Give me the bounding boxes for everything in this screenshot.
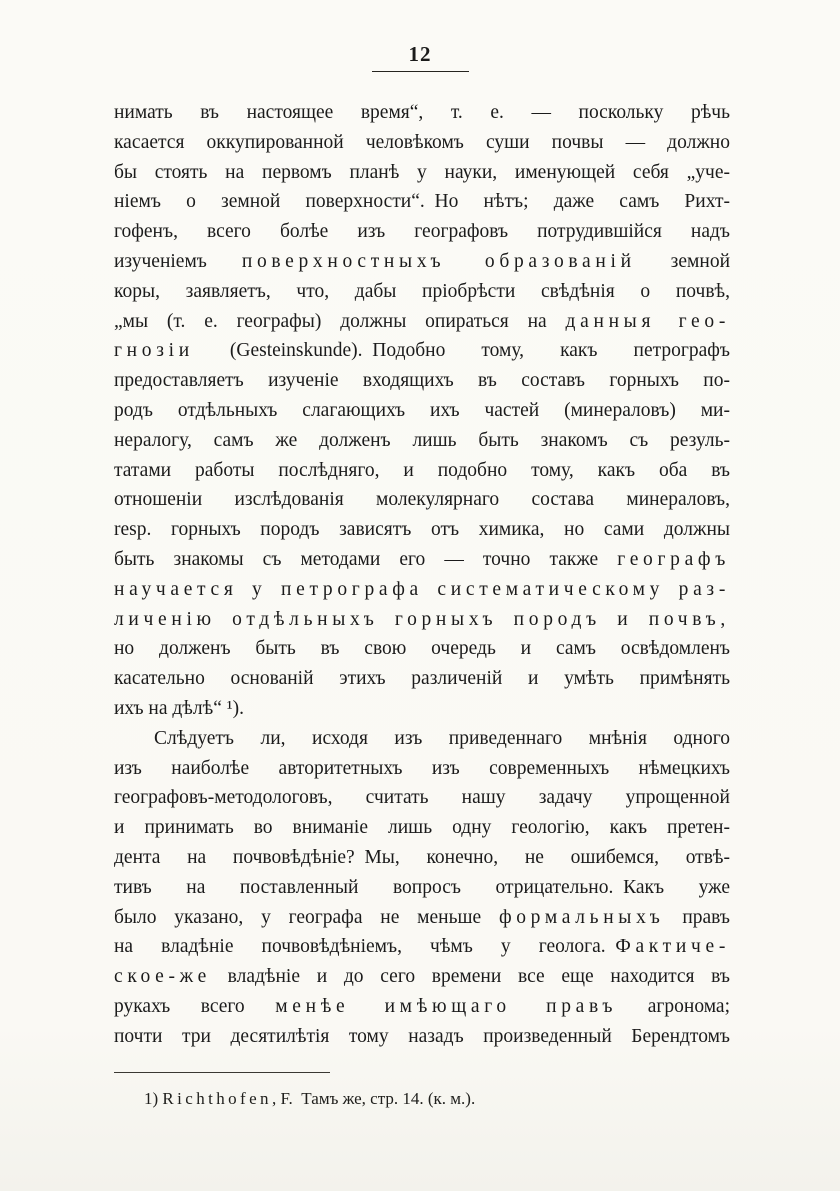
emphasized-text-segment: личенію отдѣльныхъ горныхъ породъ и почвъ,	[114, 608, 730, 630]
emphasized-text-segment: ское-же	[114, 966, 211, 988]
emphasized-text-segment: менѣе имѣющаго правъ	[275, 995, 618, 1017]
text-line	[114, 247, 730, 277]
text-line	[114, 366, 730, 396]
text-line	[114, 128, 730, 158]
text-segment: агронома;	[617, 995, 730, 1017]
text-segment: отношеніи изслѣдованія молекулярнаго состава минераловъ,	[114, 489, 730, 511]
emphasized-text-segment: поверхностныхъ образованій	[241, 250, 636, 272]
text-segment: нимать въ настоящее время“, т. е. — поскольку рѣчь	[114, 102, 730, 123]
text-line	[114, 158, 730, 188]
text-segment: 1)	[144, 1089, 163, 1108]
text-line	[114, 605, 730, 635]
emphasized-text-segment: данныя гео-	[565, 310, 730, 332]
text-segment: владѣніе и до сего времени все еще находится въ	[210, 966, 730, 988]
paragraph	[114, 98, 730, 724]
emphasized-text-segment: Richthofen	[162, 1089, 272, 1108]
emphasized-text-segment: географъ	[617, 548, 730, 570]
text-line	[114, 396, 730, 426]
text-segment: родъ отдѣльныхъ слагающихъ ихъ частей (минераловъ) ми-	[114, 399, 730, 421]
text-segment: нералогу, самъ же долженъ лишь быть знакомъ съ резуль-	[114, 429, 730, 451]
text-segment: предоставляетъ изученіе входящихъ въ составъ горныхъ по-	[114, 370, 730, 392]
text-segment: коры, заявляетъ, что, дабы пріобрѣсти свѣдѣнія о почвѣ,	[114, 280, 730, 302]
text-segment: было указано, у географа не меньше	[114, 906, 499, 928]
text-line	[114, 724, 730, 754]
text-segment: земной	[635, 250, 731, 272]
text-line	[114, 426, 730, 456]
text-segment: Слѣдуетъ ли, исходя изъ приведеннаго мнѣнія одного	[154, 727, 730, 749]
emphasized-text-segment: научается у петрографа систематическому раз-	[114, 578, 730, 600]
text-line	[114, 307, 730, 337]
body-text	[114, 98, 730, 1052]
text-line	[114, 694, 730, 724]
text-segment: и принимать во вниманіе лишь одну геологію, какъ претен-	[114, 817, 730, 839]
text-segment: быть знакомы съ методами его — точно также	[114, 548, 618, 570]
text-line	[114, 575, 730, 605]
text-segment: рукахъ всего	[114, 995, 276, 1017]
emphasized-text-segment: гнозіи	[114, 340, 194, 362]
text-segment: правъ	[664, 906, 730, 928]
text-segment: касательно основаній этихъ различеній и умѣть примѣнять	[114, 668, 730, 690]
page-number-rule	[372, 71, 469, 72]
text-line	[114, 485, 730, 515]
text-line	[114, 277, 730, 307]
text-line	[114, 456, 730, 486]
text-segment: изученіемъ	[114, 250, 242, 272]
text-segment: , F. Тамъ же, стр. 14. (к. м.).	[271, 1089, 476, 1108]
text-segment: но долженъ быть въ свою очередь и самъ освѣдомленъ	[114, 638, 730, 660]
text-segment: ніемъ о земной поверхности“. Но нѣтъ; даже самъ Рихт-	[114, 191, 730, 213]
text-line	[114, 664, 730, 694]
text-segment: на владѣніе почвовѣдѣніемъ, чѣмъ у геолога.	[114, 936, 616, 958]
text-segment: дента на почвовѣдѣніе? Мы, конечно, не ошибемся, отвѣ-	[114, 846, 730, 868]
text-segment: бы стоять на первомъ планѣ у науки, именующей себя „уче-	[114, 161, 730, 183]
text-line	[114, 336, 730, 366]
text-segment: resp. горныхъ породъ зависятъ отъ химика, но сами должны	[114, 519, 730, 541]
text-segment: изъ наиболѣе авторитетныхъ изъ современныхъ нѣмецкихъ	[114, 757, 730, 779]
text-line	[114, 187, 730, 217]
text-line	[114, 545, 730, 575]
text-segment: татами работы послѣдняго, и подобно тому, какъ оба въ	[114, 459, 730, 481]
text-line	[114, 217, 730, 247]
text-line	[114, 843, 730, 873]
text-line	[114, 98, 730, 128]
text-segment: тивъ на поставленный вопросъ отрицательно. Какъ уже	[114, 876, 730, 898]
text-segment: (Gesteinskunde). Подобно тому, какъ петрографъ	[193, 340, 730, 362]
text-line	[114, 783, 730, 813]
emphasized-text-segment: формальныхъ	[498, 906, 665, 928]
text-line	[114, 1022, 730, 1052]
footnote-separator	[114, 1072, 330, 1073]
page-header	[0, 42, 840, 72]
footnote-text	[114, 1087, 730, 1111]
text-line	[114, 903, 730, 933]
text-segment: почти три десятилѣтія тому назадъ произведенный Берендтомъ	[114, 1025, 730, 1047]
emphasized-text-segment: Фактиче-	[615, 936, 730, 958]
text-line	[114, 932, 730, 962]
text-line	[114, 813, 730, 843]
text-line	[114, 992, 730, 1022]
text-line	[114, 962, 730, 992]
text-line	[114, 873, 730, 903]
text-line	[114, 634, 730, 664]
footnote	[114, 1072, 730, 1111]
text-segment: ихъ на дѣлѣ“ ¹).	[114, 697, 244, 719]
text-segment: географовъ-методологовъ, считать нашу задачу упрощенной	[114, 787, 730, 809]
text-segment: „мы (т. е. географы) должны опираться на	[114, 310, 566, 332]
text-line	[114, 515, 730, 545]
paragraph	[114, 724, 730, 1052]
text-line	[114, 754, 730, 784]
text-segment: касается оккупированной человѣкомъ суши почвы — должно	[114, 131, 730, 153]
page-number: 12	[408, 42, 432, 66]
text-segment: гофенъ, всего болѣе изъ географовъ потрудившійся надъ	[114, 221, 730, 243]
